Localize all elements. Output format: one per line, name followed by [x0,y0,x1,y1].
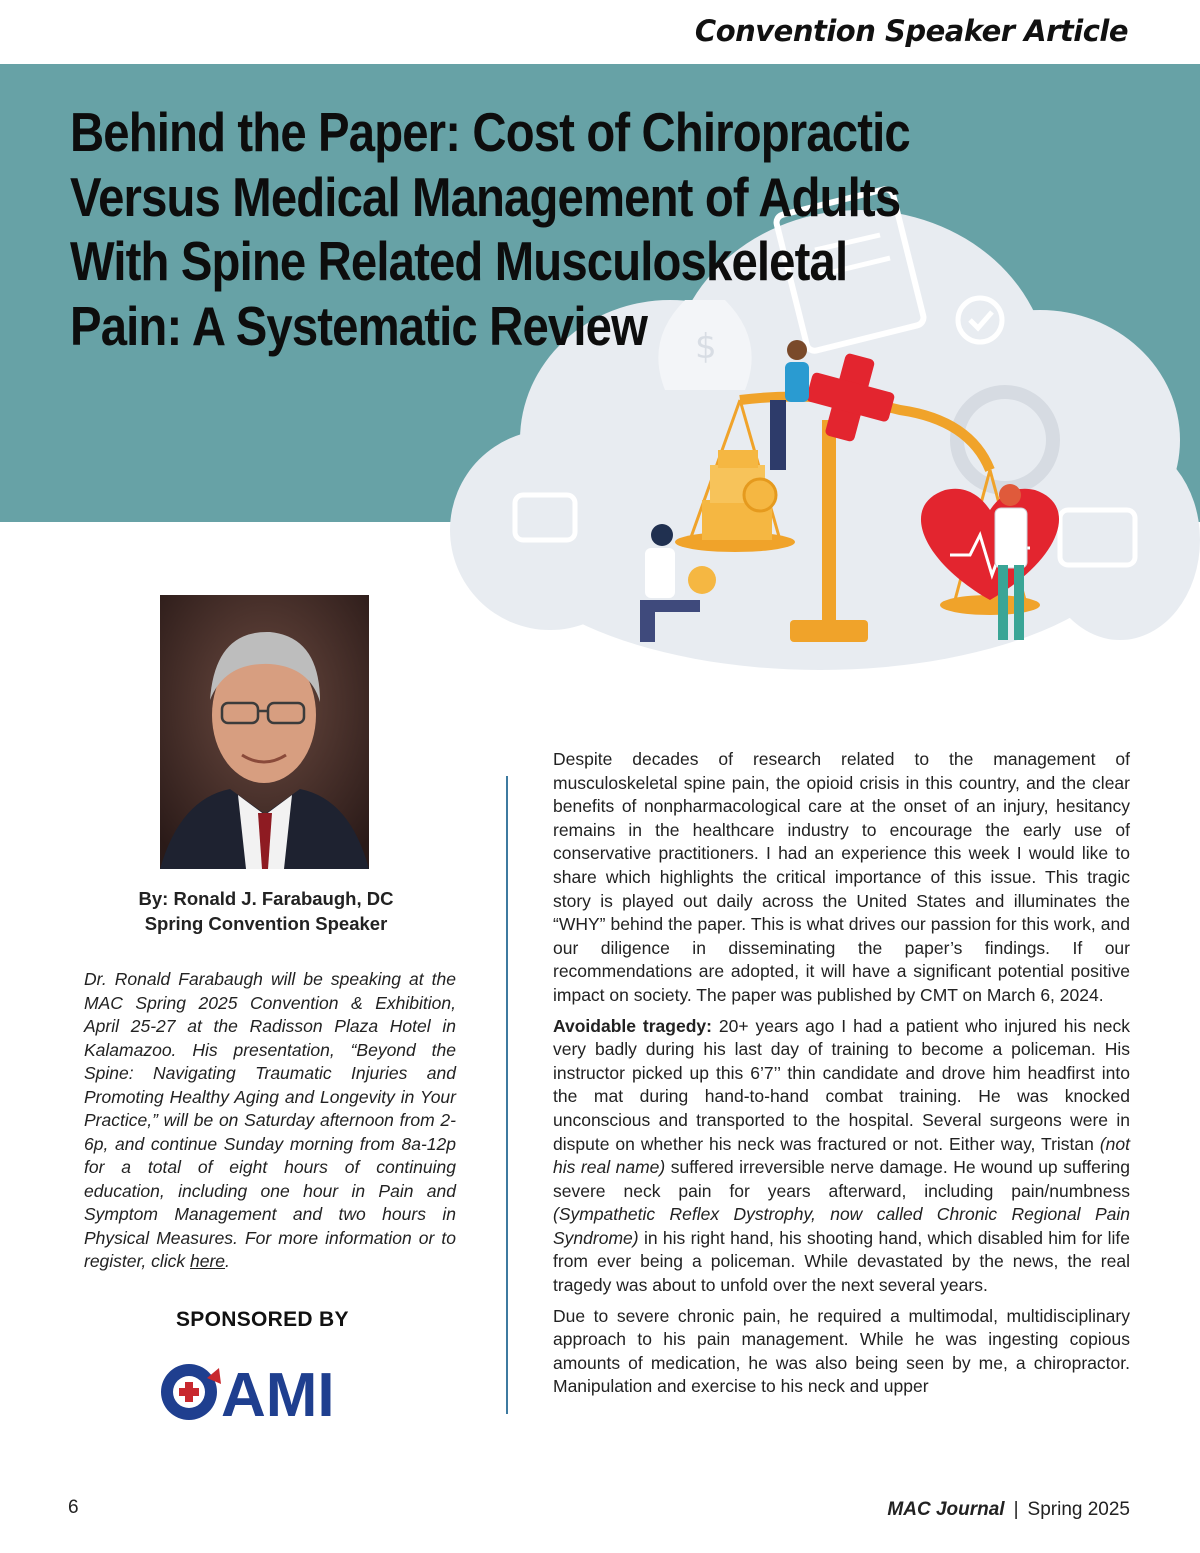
sponsor-logo [155,1358,377,1426]
sponsor-name: AMI [221,1361,335,1426]
intro-end: . [225,1251,230,1271]
text-run-italic: (Sympathetic Reflex Dystrophy, now called Chronic Regional Pain Syndrome) [553,1204,1130,1248]
subheading-avoidable-tragedy: Avoidable tragedy: [553,1015,712,1036]
text-run: in his right hand, his shooting hand, which disabled him for life from ever being a policeman. While devastated by the news, the real tragedy was about to unfold over the next several years. [553,1227,1130,1296]
text-run: 20+ years ago I had a patient who injured his neck very badly during his last day of training to become a policeman. His instructor picked up this 6’7’’ thin candidate and drove him headfirst into the mat during hand-to-hand combat training. He was knocked unconscious and transported to the hospital. Several surgeons were in dispute on whether his neck was fractured or not. Either way, Tristan [553,1015,1131,1154]
author-role: Spring Convention Speaker [144,913,388,934]
sponsored-by-heading: SPONSORED BY [176,1308,349,1331]
article-body [553,748,1130,1406]
footer-separator: | [1013,1499,1019,1520]
body-paragraph: Due to severe chronic pain, he required a multimodal, multidisciplinary approach to his pain management. While he was ingesting copious amounts of medication, he was also being seen by me, a chiropractor. Manipulation and exercise to his neck and upper [553,1305,1130,1397]
text-run: suffered irreversible nerve damage. He wound up suffering severe neck pain for years afterward, including pain/numbness [553,1157,1130,1201]
column-divider [506,776,508,1414]
journal-name: MAC Journal [887,1499,1005,1520]
speaker-intro [84,968,456,1274]
body-paragraph [553,1015,1130,1298]
page-number: 6 [68,1497,79,1518]
article-title: Behind the Paper: Cost of Chiropractic Versus Medical Management of Adults With Spine Related Musculoskeletal Pain: A Systematic Review [70,101,910,357]
svg-text:$: $ [695,327,717,367]
author-byline [88,886,444,936]
author-photo [160,595,369,869]
register-link[interactable]: here [190,1251,226,1271]
footer [887,1499,1130,1521]
issue-label: Spring 2025 [1027,1499,1130,1520]
body-paragraph: Despite decades of research related to the management of musculoskeletal spine pain, the opioid crisis in this country, and the clear benefits of nonpharmacological care at the onset of an injury, hesitancy remains in the healthcare industry to encourage the early use of conservative practitioners. I had an experience this week I would like to share which highlights the critical importance of this issue. This tragic story is played out daily across the United States and illuminates the “WHY” behind the paper. This is what drives our passion for this work, and our diligence in disseminating the paper’s findings. If our recommendations are adopted, it will have a significant potential positive impact on society. The paper was published by CMT on March 6, 2024. [553,749,1130,1005]
intro-text: Dr. Ronald Farabaugh will be speaking at the MAC Spring 2025 Convention & Exhibition, April 25-27 at the Radisson Plaza Hotel in Kalamazoo. His presentation, “Beyond the Spine: Navigating Traumatic Injuries and Promoting Healthy Aging and Longevity in Your Practice,” will be on Saturday afternoon from 2-6p, and continue Sunday morning from 8a-12p for a total of eight hours of continuing education, including one hour in Pain and Symptom Management and two hours in Physical Measures. For more information or to register, click [84,969,456,1271]
section-label: Convention Speaker Article [694,14,1128,48]
author-name: By: Ronald J. Farabaugh, DC [138,888,394,909]
text-run-italic: (not his real name) [553,1133,1130,1178]
